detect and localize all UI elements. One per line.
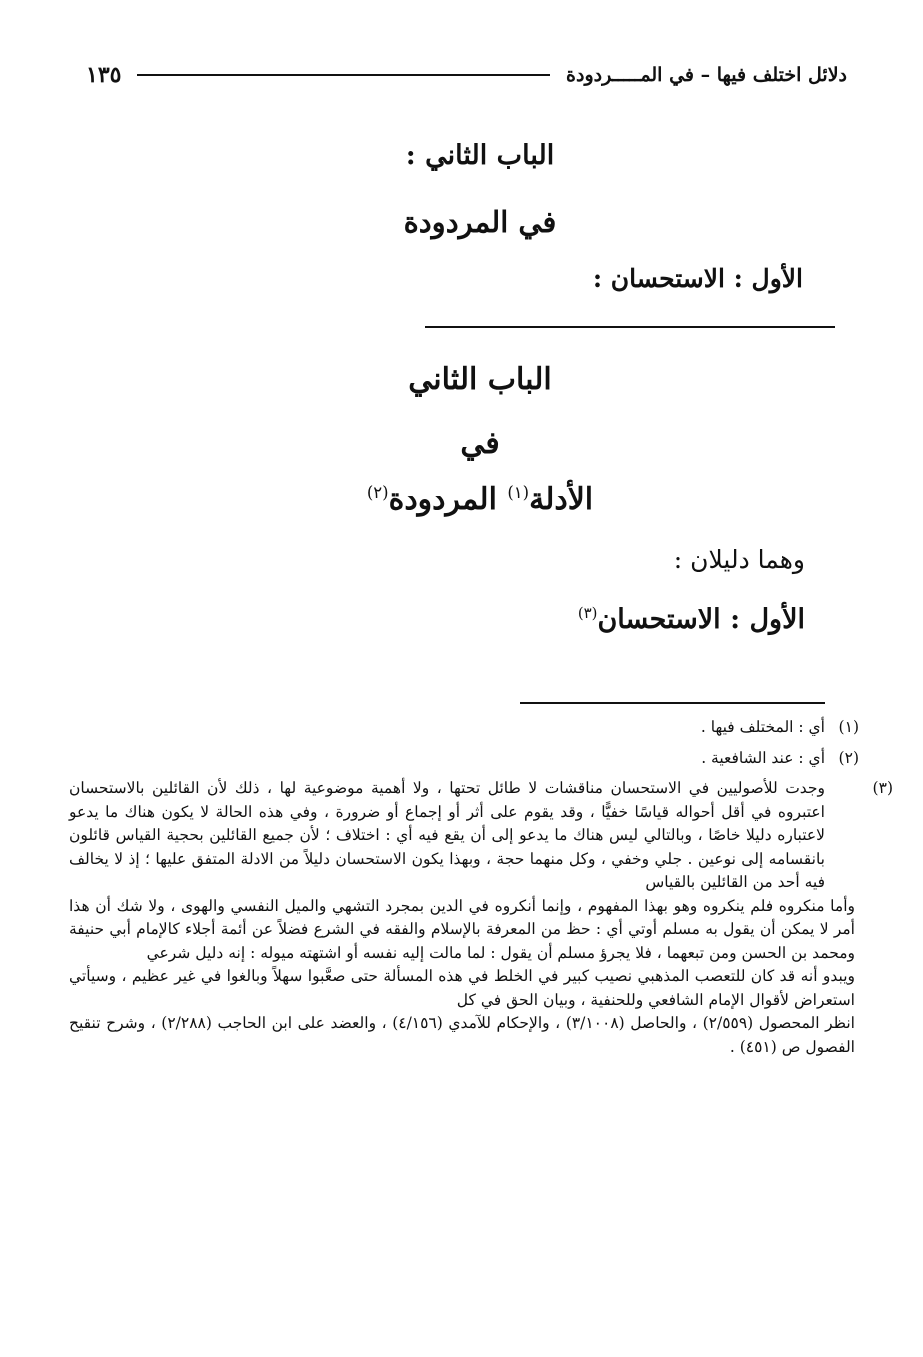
footnote-number: (٢) [838, 748, 859, 767]
footnote-ref-1[interactable]: (١) [507, 483, 530, 502]
footnote-number: (٣) [872, 779, 893, 797]
chapter-subtitle-1: في المردودة [403, 205, 557, 239]
chapter-preposition: في [460, 426, 500, 461]
first-item-heading-1: الأول : الاستحسان : [592, 264, 803, 293]
footnotes [69, 716, 893, 1059]
adilla-word: الأدلة [529, 482, 594, 517]
running-title: دلائل اختلف فيها – في المـــــردودة [566, 64, 847, 86]
footnote-ref-2[interactable]: (٢) [366, 483, 389, 502]
footnote-ref-3[interactable]: (٣) [577, 604, 598, 622]
footnote-1 [69, 716, 859, 740]
mardooda-word: المردودة [388, 482, 497, 517]
page-number: ١٣٥ [86, 62, 122, 88]
footnote-3-paragraph-1 [69, 777, 893, 895]
footnote-3-references: انظر المحصول (٢/٥٥٩) ، والحاصل (٣/١٠٠٨) ، والإحكام للآمدي (٤/١٥٦) ، والعضد على ابن الحاجب (٢/٢٨٨) ، وشرح تنقيح الفصول ص (٤٥١) . [69, 1014, 855, 1056]
two-proofs-line: وهما دليلان : [673, 545, 805, 574]
footnote-text: أي : المختلف فيها . [700, 718, 825, 736]
footnote-text: أي : عند الشافعية . [701, 748, 825, 767]
footnote-2 [69, 747, 859, 771]
footnote-text: وجدت للأصوليين في الاستحسان مناقشات لا طائل تحتها ، ولا أهمية موضوعية لها ، ذلك لأن القائلين بالاستحسان اعتبروه في أقل أحواله قياسًا خفيًّا ، وقد يقوم على أثر أو إجماع أو ضرورة ، وفي هذه الحالة لا يكون هناك ما يدعو لاعتباره دليلا خاصًا ، وبالتالي ليس هناك ما يدعو إلى أن يقع فيه أي : اختلاف ؛ لأن جميع القائلين بحجية القياس قائلون بانقسامه إلى نوعين . جلي وخفي ، وكل منهما حجة ، وبهذا يكون الاستحسان دليلاً من الادلة المتفق عليها ؛ إذ لا يخالف فيه أحد من القائلين بالقياس [69, 779, 825, 891]
first-item-heading-2 [578, 604, 805, 635]
running-header [86, 58, 847, 92]
first-item-label: الأول : الاستحسان [597, 604, 805, 635]
section-divider [425, 326, 835, 328]
chapter-heading-1: الباب الثاني : [405, 140, 555, 171]
footnote-number: (١) [838, 718, 859, 736]
footnote-divider [520, 702, 825, 704]
header-rule [137, 74, 550, 76]
footnote-3-paragraph-2: وأما منكروه فلم ينكروه وهو بهذا المفهوم ، وإنما أنكروه في الدين بمجرد التشهي والميل النفسي والهوى ، ولا شك أن هذا أمر لا يمكن أن يقول به مسلم أوتي أي : حظ من المعرفة بالإسلام والفقه في الشرع فضلاً عن أئمة أجلاء كالإمام أبي حنيفة ومحمد بن الحسن ومن تبعهما ، فلا يجرؤ مسلم أن يقول : لما مالت إليه نفسه أو اشتهته ميوله : إنه دليل شرعي [69, 896, 855, 962]
chapter-subtitle-2 [300, 482, 660, 517]
footnote-3-paragraph-3: ويبدو أنه قد كان للتعصب المذهبي نصيب كبير في الخلط في هذه المسألة حتى صعَّبوا سهلاً وبالغوا في غير عظيم ، وسيأتي استعراض لأقوال الإمام الشافعي وللحنفية ، وبيان الحق في كل [69, 967, 855, 1009]
chapter-heading-2: الباب الثاني [408, 362, 552, 397]
